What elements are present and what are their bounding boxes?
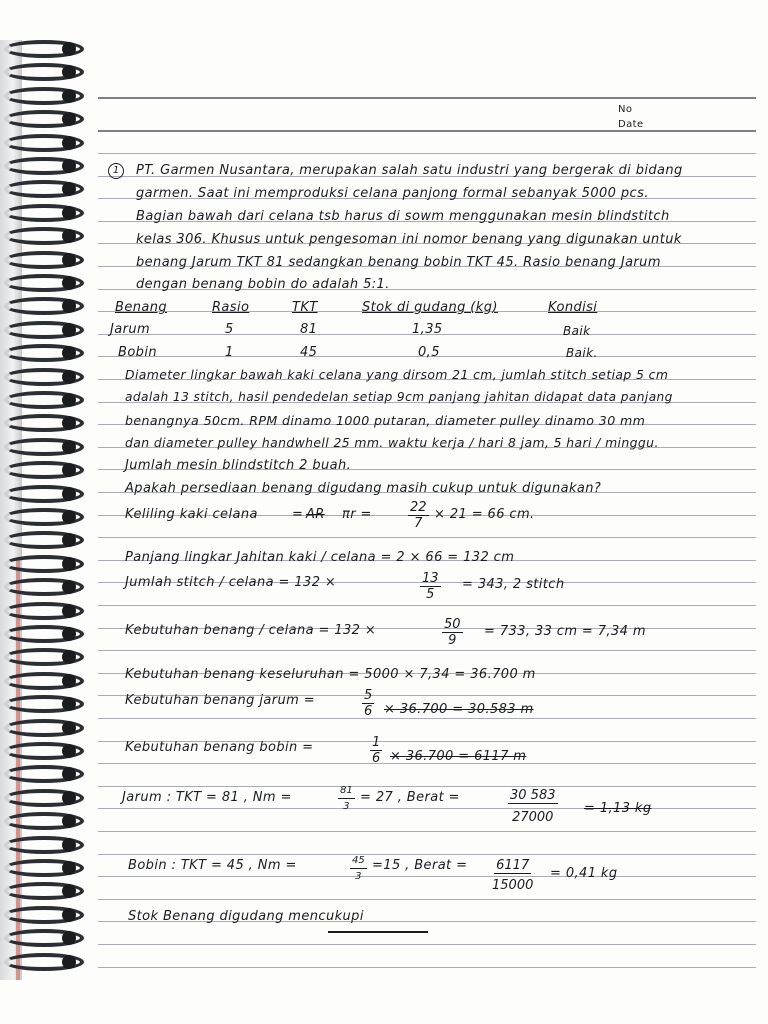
kebutuhan-celana-label: Kebutuhan benang / celana = 132 × bbox=[125, 623, 377, 638]
fraction-numerator: 13 bbox=[422, 571, 439, 586]
jumlah-result: = 343, 2 stitch bbox=[462, 577, 565, 592]
binding-hole bbox=[62, 861, 76, 875]
table-cell: 0,5 bbox=[418, 345, 440, 360]
binding-hole bbox=[62, 253, 76, 267]
binding-hole bbox=[62, 557, 76, 571]
ruled-line bbox=[98, 808, 756, 809]
jumlah-label: Jumlah stitch / celana = 132 × bbox=[125, 575, 337, 590]
binding-hole bbox=[62, 510, 76, 524]
conclusion-underline bbox=[328, 931, 428, 933]
table-cell: 1,35 bbox=[412, 322, 443, 337]
fraction-numerator: 6117 bbox=[496, 858, 530, 873]
binding-hole bbox=[62, 206, 76, 220]
fraction-denominator: 7 bbox=[414, 516, 423, 531]
kebutuhan-jarum-label: Kebutuhan benang jarum = bbox=[125, 693, 315, 708]
fraction-denominator: 15000 bbox=[492, 878, 534, 893]
table-cell: 5 bbox=[225, 322, 234, 337]
jarum-calc-label: Jarum : TKT = 81 , Nm = bbox=[122, 790, 292, 805]
jarum-berat-result: = 1,13 kg bbox=[584, 801, 652, 816]
binding-hole bbox=[62, 136, 76, 150]
binding-hole bbox=[62, 89, 76, 103]
description-line: Jumlah mesin blindstitch 2 buah. bbox=[125, 458, 352, 473]
top-rule bbox=[98, 97, 756, 99]
fraction-denominator: 6 bbox=[372, 751, 381, 766]
fraction-denominator: 5 bbox=[426, 587, 435, 602]
description-line: adalah 13 stitch, hasil pendedelan setiap 9cm panjang jahitan didapat data panjang bbox=[125, 390, 673, 404]
keliling-equals: = bbox=[292, 507, 304, 522]
table-header: Stok di gudang (kg) bbox=[362, 300, 498, 315]
table-cell: Bobin bbox=[118, 345, 157, 360]
fraction-50-9 bbox=[442, 617, 463, 648]
fraction-denominator: 3 bbox=[355, 871, 362, 882]
description-line: dan diameter pulley handwhell 25 mm. waktu kerja / hari 8 jam, 5 hari / minggu. bbox=[125, 435, 659, 450]
problem-line: Bagian bawah dari celana tsb harus di sowm menggunakan mesin blindstitch bbox=[136, 209, 670, 224]
ruled-line bbox=[98, 718, 756, 719]
binding-hole bbox=[62, 370, 76, 384]
problem-number: 1 bbox=[108, 163, 124, 179]
problem-line: PT. Garmen Nusantara, merupakan salah satu industri yang bergerak di bidang bbox=[136, 163, 683, 178]
binding-hole bbox=[62, 744, 76, 758]
pi-r: πr = bbox=[342, 507, 372, 522]
problem-line: garmen. Saat ini memproduksi celana panjong formal sebanyak 5000 pcs. bbox=[136, 186, 649, 201]
binding-hole bbox=[62, 955, 76, 969]
problem-line: dengan benang bobin do adalah 5:1. bbox=[136, 277, 390, 292]
ruled-line bbox=[98, 537, 756, 538]
jarum-calc-nm: = 27 , Berat = bbox=[360, 790, 460, 805]
fraction-denominator: 27000 bbox=[512, 810, 554, 825]
fraction-denominator: 9 bbox=[448, 633, 457, 648]
kebutuhan-celana-result: = 733, 33 cm = 7,34 m bbox=[484, 624, 646, 639]
description-line: Diameter lingkar bawah kaki celana yang dirsom 21 cm, jumlah stitch setiap 5 cm bbox=[125, 367, 669, 382]
table-cell: 1 bbox=[225, 345, 234, 360]
binding-hole bbox=[62, 323, 76, 337]
fraction-berat-bobin bbox=[492, 858, 533, 893]
ruled-line bbox=[98, 944, 756, 945]
binding-hole bbox=[62, 393, 76, 407]
fraction-numerator: 22 bbox=[410, 500, 427, 515]
ruled-line bbox=[98, 153, 756, 154]
fraction-berat-jarum bbox=[508, 788, 558, 825]
ruled-line bbox=[98, 831, 756, 832]
binding-hole bbox=[62, 791, 76, 805]
fraction-numerator: 81 bbox=[338, 783, 355, 799]
ruled-line bbox=[98, 854, 756, 855]
binding-hole bbox=[62, 440, 76, 454]
ruled-line bbox=[98, 876, 756, 877]
table-header: Rasio bbox=[212, 300, 250, 315]
problem-line: benang Jarum TKT 81 sedangkan benang bobin TKT 45. Rasio benang Jarum bbox=[136, 255, 661, 270]
bobin-calc-nm: =15 , Berat = bbox=[372, 858, 468, 873]
fraction-denominator: 6 bbox=[364, 704, 373, 719]
binding-hole bbox=[62, 627, 76, 641]
table-cell: Baik bbox=[563, 324, 591, 338]
kebutuhan-bobin-result: × 36.700 = 6117 m bbox=[390, 749, 527, 764]
fraction-5-6 bbox=[362, 688, 374, 719]
bobin-calc-label: Bobin : TKT = 45 , Nm = bbox=[128, 858, 297, 873]
fraction-1-6 bbox=[370, 735, 382, 766]
binding-hole bbox=[62, 276, 76, 290]
header-rule bbox=[98, 130, 756, 132]
spiral-binding bbox=[0, 40, 95, 980]
kebutuhan-total-line: Kebutuhan benang keseluruhan = 5000 × 7,34 = 36.700 m bbox=[125, 667, 536, 682]
ruled-line bbox=[98, 786, 756, 787]
binding-hole bbox=[62, 908, 76, 922]
ruled-line bbox=[98, 899, 756, 900]
table-cell: Baik. bbox=[566, 346, 598, 360]
no-label: No bbox=[618, 104, 633, 115]
bobin-berat-result: = 0,41 kg bbox=[550, 866, 618, 881]
fraction-numerator: 45 bbox=[350, 853, 367, 869]
table-cell: Jarum bbox=[110, 322, 151, 337]
table-header: Benang bbox=[115, 300, 168, 315]
binding-hole bbox=[62, 42, 76, 56]
table-header: TKT bbox=[292, 300, 318, 315]
struck-text: AR bbox=[306, 507, 325, 522]
fraction-denominator: 3 bbox=[343, 801, 350, 812]
kebutuhan-jarum-result: × 36.700 = 30.583 m bbox=[384, 702, 534, 717]
binding-hole bbox=[62, 487, 76, 501]
description-line: benangnya 50cm. RPM dinamo 1000 putaran, diameter pulley dinamo 30 mm bbox=[125, 413, 646, 428]
ruled-line bbox=[98, 605, 756, 606]
binding-hole bbox=[62, 721, 76, 735]
kebutuhan-bobin-label: Kebutuhan benang bobin = bbox=[125, 740, 314, 755]
binding-hole bbox=[62, 159, 76, 173]
panjang-line: Panjang lingkar Jahitan kaki / celana = 2 × 66 = 132 cm bbox=[125, 550, 515, 565]
keliling-result: × 21 = 66 cm. bbox=[434, 507, 535, 522]
keliling-label: Keliling kaki celana bbox=[125, 507, 258, 522]
fraction-numerator: 50 bbox=[444, 617, 461, 632]
ruled-line bbox=[98, 967, 756, 968]
ruled-line bbox=[98, 650, 756, 651]
binding-hole bbox=[62, 674, 76, 688]
fraction-22-7 bbox=[408, 500, 429, 531]
date-label: Date bbox=[618, 119, 644, 130]
table-cell: 45 bbox=[300, 345, 318, 360]
binding-hole bbox=[62, 604, 76, 618]
problem-line: kelas 306. Khusus untuk pengesoman ini nomor benang yang digunakan untuk bbox=[136, 232, 682, 247]
fraction-13-5 bbox=[420, 571, 441, 602]
fraction-numerator: 5 bbox=[364, 688, 373, 703]
question-line: Apakah persediaan benang digudang masih cukup untuk digunakan? bbox=[125, 481, 602, 496]
fraction-45-3 bbox=[350, 853, 367, 884]
table-cell: 81 bbox=[300, 322, 318, 337]
binding-hole bbox=[62, 838, 76, 852]
conclusion: Stok Benang digudang mencukupi bbox=[128, 909, 364, 924]
table-header: Kondisi bbox=[548, 300, 598, 315]
fraction-numerator: 1 bbox=[372, 735, 381, 750]
fraction-numerator: 30 583 bbox=[510, 788, 556, 803]
fraction-81-3 bbox=[338, 783, 355, 814]
